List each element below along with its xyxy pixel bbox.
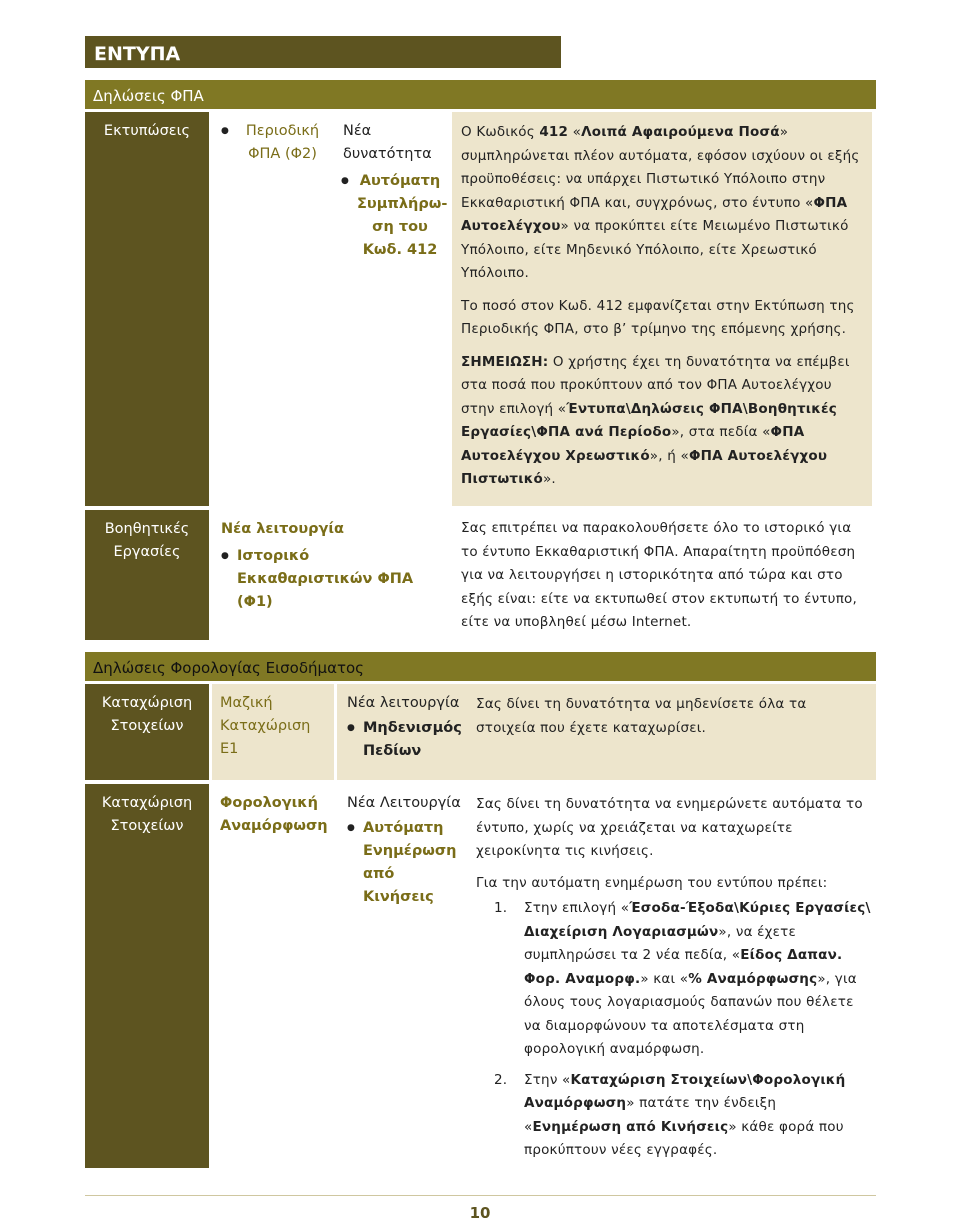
row2-feature [212, 510, 447, 640]
row4-description [471, 784, 876, 1168]
section-income-tax [85, 652, 876, 681]
page-number [440, 1204, 520, 1224]
step-number: 1. [494, 900, 508, 916]
row4-category [85, 784, 209, 1168]
row3-feature-bullet [347, 717, 467, 763]
section-income-title: Δηλώσεις Φορολογίας Εισοδήματος [93, 659, 364, 677]
row4-feature-label: Αυτόματη Ενημέρωση από Κινήσεις [363, 820, 457, 905]
text: Είδος Δαπαν. Φορ. Αναμορφ. [524, 947, 843, 987]
row1-form [212, 112, 334, 506]
row4-step-2 [494, 1069, 872, 1163]
text: « [568, 124, 582, 140]
row1-description [452, 112, 872, 506]
note-label: ΣΗΜΕΙΩΣΗ: [461, 353, 549, 370]
text: ». [542, 471, 556, 487]
row2-category-label: Βοηθητικές Εργασίες [104, 521, 190, 560]
row4-feature-head: Νέα Λειτουργία [347, 795, 461, 811]
text: Ο χρήστης έχει τη δυνατότητα να επέμβει στα ποσά που προκύπτουν από τον ΦΠΑ Αυτοελέγχου στην επιλογή « [461, 353, 850, 417]
text: », ή « [649, 447, 689, 464]
row3-feature-label: Μηδενισμός Πεδίων [363, 720, 462, 759]
row3-category-label: Καταχώριση Στοιχείων [101, 695, 193, 734]
row2-feature-label: Ιστορικό Εκκαθαριστικών ΦΠΑ (Φ1) [237, 548, 414, 610]
row4-category-label: Καταχώριση Στοιχείων [101, 795, 193, 834]
row3-form-label: Μαζική Καταχώριση Ε1 [220, 695, 311, 757]
text: ΦΠΑ Αυτοελέγχου Πιστωτικό [461, 447, 828, 487]
row3-feature-head: Νέα λειτουργία [347, 695, 460, 711]
text: » να προκύπτει είτε Μειωμένο Πιστωτικό Υπόλοιπο, είτε Μηδενικό Υπόλοιπο, είτε Χρεωστικό Υπόλοιπο. [461, 218, 849, 281]
text: Έντυπα\Δηλώσεις ΦΠΑ\Βοηθητικές Εργασίες\ΦΠΑ ανά Περίοδο [461, 400, 837, 440]
section-vat [85, 80, 876, 109]
step-number: 2. [494, 1071, 508, 1088]
text: Λοιπά Αφαιρούμενα Ποσά [581, 124, 780, 140]
row3-feature [337, 684, 471, 780]
text: » κάθε φορά που προκύπτουν νέες εγγραφές. [524, 1118, 844, 1158]
section-vat-title: Δηλώσεις ΦΠΑ [93, 87, 204, 105]
row2-feature-head: Νέα λειτουργία [221, 521, 344, 537]
text: » και « [640, 970, 689, 987]
text: Στην επιλογή « [524, 900, 630, 916]
row1-form-label: Περιοδική ΦΠΑ (Φ2) [245, 123, 320, 162]
text: ΦΠΑ Αυτοελέγχου Χρεωστικό [461, 424, 805, 464]
text: », για όλους τους λογαριασμούς δαπανών που θέλετε να διαμορφώνουν τα αποτελέσματα στη φορολογική αναμόρφωση. [524, 970, 857, 1057]
text: Στην « [524, 1071, 571, 1088]
row1-category-label: Εκτυπώσεις [103, 123, 191, 139]
row3-form [212, 684, 334, 780]
text: Καταχώριση Στοιχείων\Φορολογική Αναμόρφωση [524, 1071, 846, 1111]
row1-desc-p2: Το ποσό στον Κωδ. 412 εμφανίζεται στην Εκτύπωση της Περιοδικής ΦΠΑ, στο β’ τρίμηνο της επόμενης χρήσης. [461, 297, 855, 337]
text: », στα πεδία « [671, 424, 771, 440]
row4-feature [337, 784, 471, 1168]
text: », να έχετε συμπληρώσει τα 2 νέα πεδία, « [524, 923, 796, 963]
text: % Αναμόρφωσης [688, 970, 818, 987]
row1-feature-head: Νέα δυνατότητα [343, 123, 432, 162]
row1-feature-label: Αυτόματη Συμπλήρω-ση του Κωδ. 412 [357, 173, 448, 258]
row1-feature-bullet [341, 170, 448, 262]
text: Ενημέρωση από Κινήσεις [532, 1118, 729, 1135]
text: ΦΠΑ Αυτοελέγχου [461, 194, 848, 234]
row4-step-1 [494, 897, 872, 1062]
row3-category [85, 684, 209, 780]
row3-description [471, 684, 876, 780]
row1-category [85, 112, 209, 506]
row3-desc: Σας δίνει τη δυνατότητα να μηδενίσετε όλα τα στοιχεία που έχετε καταχωρίσει. [476, 696, 807, 736]
row4-form [212, 784, 334, 1168]
page-number-text: 10 [469, 1204, 491, 1222]
row4-form-label: Φορολογική Αναμόρφωση [220, 795, 328, 834]
row1-form-bullet [221, 120, 328, 166]
row2-desc: Σας επιτρέπει να παρακολουθήσετε όλο το ιστορικό για το έντυπο Εκκαθαριστική ΦΠΑ. Απαραίτητη προϋπόθεση για να λειτουργήσει η ιστορικότητα από τώρα και στο εξής είναι: είτε να εκτυπωθεί στον εκτυπωτή το έντυπο, είτε να υποβληθεί μέσω Internet. [461, 520, 857, 630]
row2-description [452, 510, 872, 640]
text: » πατάτε την ένδειξη « [524, 1095, 777, 1135]
text: Ο Κωδικός [461, 124, 540, 140]
row2-feature-bullet [221, 545, 441, 614]
text: Έσοδα-Έξοδα\Κύριες Εργασίες\ Διαχείριση Λογαριασμών [524, 900, 871, 940]
footer-divider [85, 1195, 876, 1196]
row2-category [85, 510, 209, 640]
text: 412 [539, 124, 569, 140]
row4-feature-bullet [347, 817, 467, 909]
header-title: ΕΝΤΥΠΑ [94, 43, 181, 65]
row1-desc-p1 [461, 121, 864, 286]
row1-desc-note [461, 351, 864, 492]
row4-desc-p2: Για την αυτόματη ενημέρωση του εντύπου πρέπει: [476, 874, 828, 891]
page-header [85, 36, 561, 68]
row4-desc-p1: Σας δίνει τη δυνατότητα να ενημερώνετε αυτόματα το έντυπο, χωρίς να χρειάζεται να καταχωρείτε χειροκίνητα τις κινήσεις. [476, 796, 863, 859]
row1-feature [337, 112, 447, 506]
text: » συμπληρώνεται πλέον αυτόματα, εφόσον ισχύουν οι εξής προϋποθέσεις: να υπάρχει Πιστωτικό Υπόλοιπο στην Εκκαθαριστική ΦΠΑ και, συγχρόνως, στο έντυπο « [461, 124, 860, 211]
